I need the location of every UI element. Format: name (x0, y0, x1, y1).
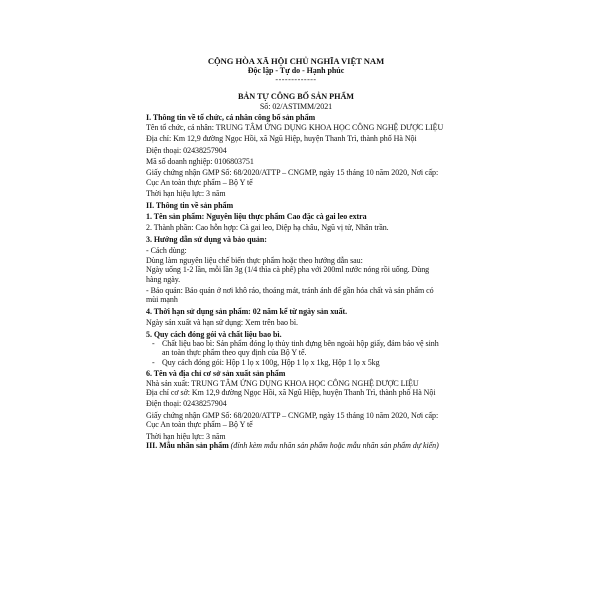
shelf-life: 4. Thời hạn sử dụng sản phẩm: 02 năm kể từ ngày sản xuất. (146, 306, 348, 316)
org-phone: Điện thoại: 02438257904 (146, 145, 227, 155)
section2-heading: II. Thông tin về sản phẩm (146, 200, 234, 210)
product-ingredients: 2. Thành phần: Cao hỗn hợp: Cà gai leo, Diệp hạ châu, Ngũ vị tử, Nhân trần. (146, 223, 389, 233)
producer-validity: Thời hạn hiệu lực: 3 năm (146, 431, 226, 441)
org-address: Địa chỉ: Km 12,9 đường Ngọc Hồi, xã Ngũ Hiệp, huyện Thanh Trì, thành phố Hà Nội (146, 134, 417, 144)
packaging-list (146, 339, 446, 367)
section3-line (146, 441, 446, 450)
producer-name: Nhà sản xuất: TRUNG TÂM ỨNG DỤNG KHOA HỌC CÔNG NGHỆ DƯỢC LIỆU (146, 378, 419, 388)
packaging-item-sizes: - Quy cách đóng gói: Hộp 1 lọ x 100g, Hộp 1 lọ x 1kg, Hộp 1 lọ x 5kg (156, 358, 446, 367)
motto: Độc lập - Tự do - Hạnh phúc (247, 66, 345, 75)
producer-address: Địa chỉ cơ sở: Km 12,9 đường Ngọc Hồi, xã Ngũ Hiệp, huyện Thanh Trì, thành phố Hà Nội (146, 387, 436, 397)
producer-heading: 6. Tên và địa chỉ cơ sở sản xuất sản phẩm (146, 369, 286, 379)
document-title: BẢN TỰ CÔNG BỐ SẢN PHẨM (238, 92, 354, 101)
document-number: Số: 02/ASTIMM/2021 (259, 102, 333, 111)
org-validity: Thời hạn hiệu lực: 3 năm (146, 189, 226, 199)
section3-heading: III. Mẫu nhãn sản phẩm (146, 441, 229, 450)
section3-note: (đính kèm mẫu nhãn sản phẩm hoặc mẫu nhãn sản phẩm dự kiến) (230, 441, 439, 450)
usage-line-1: Dùng làm nguyên liệu chế biến thực phẩm hoặc theo hướng dẫn sau: (146, 255, 363, 265)
packaging-heading: 5. Quy cách đóng gói và chất liệu bao bì. (146, 329, 282, 339)
org-gmp: Giấy chứng nhận GMP Số: 68/2020/ATTP – CNGMP, ngày 15 tháng 10 năm 2020, Nơi cấp: Cục An toàn thực phẩm – Bộ Y tế (146, 168, 439, 187)
usage-line-2: Ngày uống 1-2 lần, mỗi lần 3g (1/4 thìa cà phê) pha với 200ml nước nóng rồi uống. Dùng hàng ngày. (146, 265, 430, 284)
producer-gmp: Giấy chứng nhận GMP Số: 68/2020/ATTP – CNGMP, ngày 15 tháng 10 năm 2020, Nơi cấp: Cục An toàn thực phẩm – Bộ Y tế (146, 410, 439, 430)
mfg-date-note: Ngày sản xuất và hạn sử dụng: Xem trên bao bì. (146, 318, 299, 328)
usage-label: - Cách dùng: (146, 246, 187, 256)
storage-instructions: - Bảo quản: Bảo quản ở nơi khô ráo, thoáng mát, tránh ánh để gần hóa chất và sản phẩm có mùi mạnh (146, 285, 434, 305)
header-separator: ------------- (275, 75, 317, 84)
org-tax-code: Mã số doanh nghiệp: 0106803751 (146, 157, 254, 167)
usage-heading: 3. Hướng dẫn sử dụng và bảo quản: (146, 234, 267, 244)
packaging-item-material: - Chất liệu bao bì: Sản phẩm đóng lọ thủy tinh đựng bên ngoài hộp giấy, đảm bảo vệ sinh an toàn thực phẩm theo quy định của Bộ Y tế. (156, 339, 446, 358)
country-header: CỘNG HÒA XÃ HỘI CHỦ NGHĨA VIỆT NAM (207, 56, 385, 66)
declaration-document (146, 56, 446, 450)
org-name: Tên tổ chức, cá nhân: TRUNG TÂM ỨNG DỤNG KHOA HỌC CÔNG NGHỆ DƯỢC LIỆU (146, 122, 444, 132)
section1-heading: I. Thông tin về tổ chức, cá nhân công bố sản phẩm (146, 113, 316, 123)
product-name: 1. Tên sản phẩm: Nguyên liệu thực phẩm Cao đặc cà gai leo extra (146, 212, 367, 222)
producer-phone: Điện thoại: 02438257904 (146, 399, 227, 409)
